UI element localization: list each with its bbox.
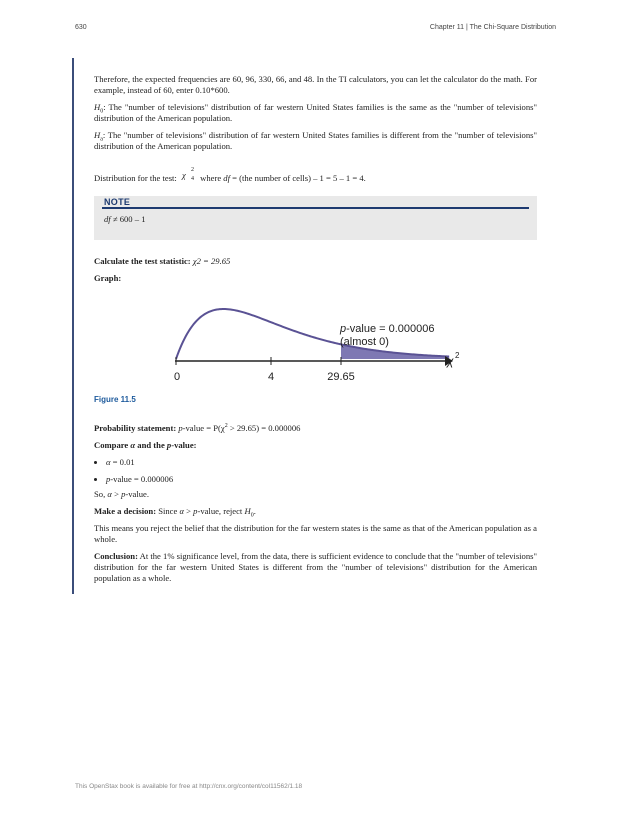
compare-heading: Compare α and the p-value:: [94, 440, 197, 450]
meaning-paragraph: This means you reject the belief that the distribution for the far western states is the same as that of the American population as a whole.: [94, 523, 537, 544]
section-bar: [72, 58, 74, 594]
bullet-list: [94, 457, 537, 485]
tick-label-4: 4: [267, 371, 275, 383]
null-hypothesis: $H_0$: The "number of televisions" distribution of far western United States families is the same as the "number of televisions" distribution of the American population.: [94, 102, 537, 123]
distribution-line: Distribution for the test: χ 2 4 where df = (the number of cells) – 1 = 5 – 1 = 4.: [94, 167, 366, 183]
almost-zero-label: (almost 0): [340, 336, 389, 348]
chi-square-graph: [160, 295, 480, 385]
note-body: df ≠ 600 – 1: [104, 214, 146, 224]
page-number: 630: [75, 24, 87, 31]
alternative-hypothesis: $H_a$: The "number of televisions" distribution of far western United States families is different from the "number of televisions" distribution of the American population.: [94, 130, 537, 151]
paragraph-expected-frequencies: Therefore, the expected frequencies are 60, 96, 330, 66, and 48. In the TI calculators, you can let the calculator do the math. For example, instead of 60, enter 0.10*600.: [94, 74, 537, 95]
so-line: So, α > p-value.: [94, 489, 149, 499]
tick-label-29-65: 29.65: [327, 371, 355, 383]
probability-statement: Probability statement: p-value = $P(\chi^2 > 29.65) = 0.000006$: [94, 423, 301, 433]
note-rule: [102, 207, 529, 209]
note-box: [94, 196, 537, 240]
conclusion-paragraph: Conclusion: At the 1% significance level, from the data, there is sufficient evidence to conclude that the "number of televisions" distribution for the far western United States is different from the "number of televisions" distribution for the American population as a whole.: [94, 551, 537, 583]
chi-axis-label: χ: [447, 354, 454, 368]
chapter-title: Chapter 11 | The Chi-Square Distribution: [429, 24, 556, 31]
figure-caption: Figure 11.5: [94, 395, 136, 404]
graph-label: Graph:: [94, 273, 122, 283]
bullet-pvalue: • p-value = 0.000006: [106, 474, 537, 485]
pvalue-label: p-value = 0.000006: [340, 323, 435, 335]
footer-note: This OpenStax book is available for free at http://cnx.org/content/col11562/1.18: [75, 783, 303, 790]
test-statistic: Calculate the test statistic: χ2 = 29.65: [94, 256, 231, 266]
chi-axis-label-sup: 2: [455, 351, 460, 360]
tick-label-0: 0: [173, 371, 181, 383]
decision-line: Make a decision: Since α > p-value, reject $H_0$.: [94, 506, 256, 519]
bullet-alpha: • α = 0.01: [106, 457, 537, 468]
note-title: NOTE: [104, 197, 131, 207]
